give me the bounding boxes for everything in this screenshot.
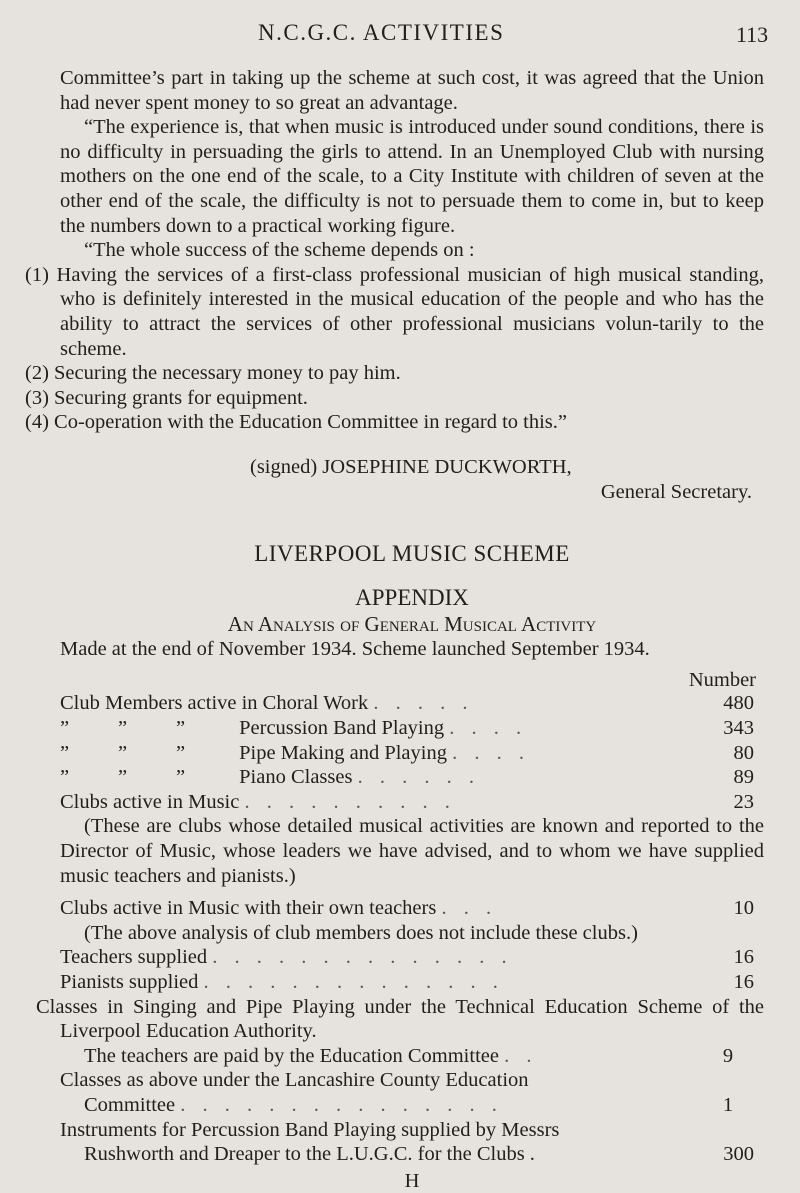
row-label: Clubs active in Music . . . . . . . . . .: [60, 790, 456, 813]
ditto-mark: ”: [176, 766, 186, 789]
table-row: [60, 945, 764, 970]
row-label: Rushworth and Dreaper to the L.U.G.C. for the Clubs .: [84, 1143, 535, 1166]
table-row: [60, 716, 764, 741]
ditto-mark: ”: [176, 717, 186, 740]
table-row: [60, 1068, 764, 1117]
table-row: [60, 1118, 764, 1167]
row-label: ” ” ” Piano Classes . . . . . .: [60, 766, 480, 789]
leader-dots: . . . . . . . . . . . . . . .: [180, 1093, 503, 1116]
number-column-header: Number: [688, 669, 756, 692]
row-label: Instruments for Percussion Band Playing supplied by Messrs: [60, 1118, 560, 1141]
row-value: 1: [722, 1093, 734, 1116]
section-title: LIVERPOOL MUSIC SCHEME: [254, 541, 570, 567]
paragraph: “The whole success of the scheme depends on :: [84, 239, 475, 262]
leader-dots: . . . . . . . . . . . . . .: [212, 946, 513, 969]
ditto-mark: ”: [118, 741, 128, 764]
row-value: 16: [733, 971, 754, 993]
row-value: 480: [723, 692, 754, 715]
row-value: 89: [733, 766, 754, 789]
row-label: Teachers supplied . . . . . . . . . . . . . .: [60, 946, 513, 969]
row-label: Classes in Singing and Pipe Playing under the Technical Education Scheme of the Liverpool Education Authority.: [36, 995, 764, 1043]
row-value: 343: [723, 717, 754, 740]
ditto-mark: ”: [118, 766, 128, 789]
row-value: 80: [733, 741, 754, 764]
leader-dots: . . .: [441, 897, 498, 920]
page-header: [0, 12, 800, 52]
table-row: [60, 970, 764, 995]
row-value: 10: [733, 897, 754, 920]
leader-dots: . . . . . .: [357, 766, 480, 789]
signature-line: (signed) JOSEPHINE DUCKWORTH,: [250, 455, 572, 478]
leader-dots: . .: [504, 1044, 538, 1067]
appendix-subtitle: An Analysis of General Musical Activity: [227, 612, 597, 637]
row-label: Club Members active in Choral Work . . . . .: [60, 692, 474, 715]
ditto-mark: ”: [60, 741, 70, 764]
leader-dots: . . . . . . . . . . . . . .: [203, 971, 504, 993]
list-item: (4) Co-operation with the Education Committee in regard to this.”: [25, 411, 567, 434]
ditto-mark: ”: [118, 717, 128, 740]
note-paragraph: (The above analysis of club members does not include these clubs.): [84, 921, 638, 944]
row-label: ” ” ” Percussion Band Playing . . . .: [60, 717, 528, 740]
leader-dots: . . . . . . . . . .: [244, 790, 456, 813]
table-row: [60, 765, 764, 790]
table-row: [60, 790, 764, 815]
row-label: Clubs active in Music with their own teachers . . .: [60, 897, 498, 920]
table-row: [60, 896, 764, 921]
ditto-mark: ”: [176, 741, 186, 764]
ditto-mark: ”: [60, 717, 70, 740]
appendix-heading: APPENDIX: [355, 584, 469, 610]
note-paragraph: (These are clubs whose detailed musical activities are known and reported to the Director of Music, whose leaders we have advised, and to whom we have supplied music teachers and pianists.): [60, 815, 764, 887]
ditto-mark: ”: [60, 766, 70, 789]
row-label: ” ” ” Pipe Making and Playing . . . .: [60, 741, 530, 764]
signature-mark: H: [404, 1169, 420, 1192]
paragraph: Committee’s part in taking up the scheme at such cost, it was agreed that the Union had never spent money to so great an advantage.: [60, 67, 764, 114]
table-row: [36, 995, 764, 1069]
leader-dots: . . . . .: [373, 692, 474, 715]
row-label: Classes as above under the Lancashire County Education: [60, 1069, 529, 1092]
signature-block: [60, 455, 764, 504]
list-item: (1) Having the services of a first-class professional musician of high musical standing, who is definitely interested in the musical education of the people and who has the ability to attract the services of other professional musicians volun-tarily to the scheme.: [25, 263, 764, 360]
list-item: (2) Securing the necessary money to pay him.: [25, 362, 401, 385]
row-value: 9: [722, 1044, 734, 1067]
row-value: 23: [733, 790, 754, 813]
running-title: N.C.G.C. ACTIVITIES: [258, 20, 505, 45]
page-body: [25, 66, 764, 1193]
row-value: 16: [733, 946, 754, 969]
table-row: [60, 741, 764, 766]
page-number: 113: [736, 22, 769, 47]
list-item: (3) Securing grants for equipment.: [25, 386, 308, 409]
paragraph: “The experience is, that when music is introduced under sound conditions, there is no difficulty in persuading the girls to attend. In an Unemployed Club with nursing mothers on the one end of the scale, to a City Institute with children of seven at the other end of the scale, the difficulty is not to persuade them to come in, but to keep the numbers down to a practical working figure.: [60, 116, 764, 237]
row-label: Committee . . . . . . . . . . . . . . .: [84, 1093, 503, 1116]
row-label: The teachers are paid by the Education Committee . .: [84, 1044, 538, 1067]
leader-dots: . . . .: [452, 741, 530, 764]
date-line: Made at the end of November 1934. Scheme launched September 1934.: [60, 637, 650, 660]
row-label: Pianists supplied . . . . . . . . . . . . . .: [60, 971, 504, 993]
leader-dots: . . . .: [449, 717, 528, 740]
row-value: 300: [723, 1143, 754, 1166]
table-row: [60, 691, 764, 716]
signature-role: General Secretary.: [600, 480, 752, 503]
